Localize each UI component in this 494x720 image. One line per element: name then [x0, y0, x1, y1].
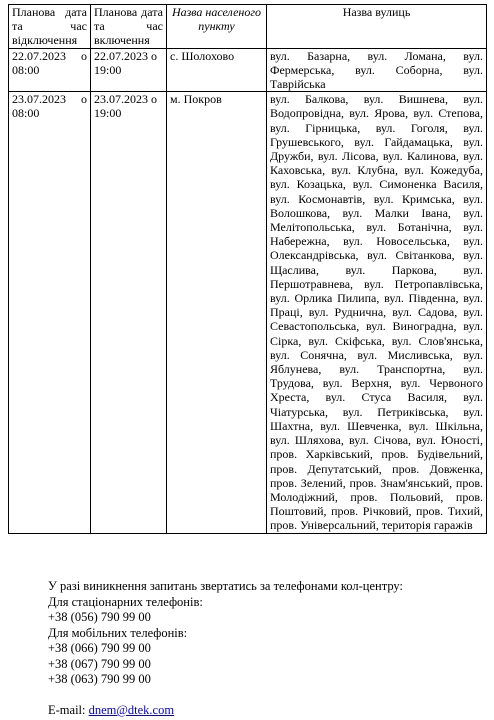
streets-cell: вул. Базарна, вул. Ломана, вул. Фермерська, вул. Соборна, вул. Таврійська — [267, 48, 487, 92]
table-row — [9, 48, 487, 92]
header-streets: Назва вулиць — [267, 5, 487, 49]
mobile-phone: +38 (063) 790 99 00 — [48, 672, 151, 686]
mobile-label: Для мобільних телефонів: — [48, 625, 188, 640]
outage-schedule-table — [8, 4, 487, 534]
locality-cell: с. Шолохово — [167, 48, 267, 92]
outage-start-cell: 22.07.2023 о 08:00 — [9, 48, 91, 92]
landline-phone: +38 (056) 790 99 00 — [48, 610, 151, 624]
spacer — [48, 688, 488, 704]
outage-end-cell: 22.07.2023 о 19:00 — [91, 48, 167, 92]
mobile-phone: +38 (067) 790 99 00 — [48, 656, 151, 671]
table-row — [9, 92, 487, 533]
email-link[interactable]: dnem@dtek.com — [88, 703, 175, 717]
email-line — [48, 703, 488, 719]
contact-info — [48, 579, 488, 719]
header-locality: Назва населеного пункту — [167, 5, 267, 49]
streets-cell: вул. Балкова, вул. Вишнева, вул. Водопровідна, вул. Ярова, вул. Степова, вул. Гірницька, вул. Гоголя, вул. Грушевського, вул. Гайдамацька, вул. Дружби, вул. Лісова, вул. Калинова, вул. Каховська, вул. Клубна, вул. Кожедуба, вул. Козацька, вул. Симоненка Василя, вул. Космонавтів, вул. Кримська, вул. Волошкова, вул. Малки Івана, вул. Мелітопольська, вул. Ботанічна, вул. Набережна, вул. Новосельська, вул. Олександрівська, вул. Світанкова, вул. Щаслива, вул. Паркова, вул. Першотравнева, вул. Петропавлівська, вул. Орлика Пилипа, вул. Південна, вул. Праці, вул. Руднична, вул. Садова, вул. Севастопольська, вул. Виноградна, вул. Сірка, вул. Скіфська, вул. Слов'янська, вул. Сонячна, вул. Мисливська, вул. Яблунева, вул. Транспортна, вул. Трудова, вул. Верхня, вул. Червоного Хреста, вул. Стуса Василя, вул. Чіатурська, вул. Петриківська, вул. Шахтна, вул. Шевченка, вул. Шкільна, вул. Шляхова, вул. Січова, вул. Юності, пров. Харківський, пров. Будівельний, пров. Депутатський, пров. Довженка, пров. Зелений, пров. Знам'янський, пров. Молодіжний, пров. Польовий, пров. Поштовий, пров. Річковий, пров. Тихий, пров. Універсальний, територія гаражів — [267, 92, 487, 533]
landline-label: Для стаціонарних телефонів: — [48, 594, 203, 609]
locality-cell: м. Покров — [167, 92, 267, 533]
header-outage-start: Планова дата та час відключення — [9, 5, 91, 49]
outage-start-cell: 23.07.2023 о 08:00 — [9, 92, 91, 533]
header-outage-end: Планова дата та час включення — [91, 5, 167, 49]
mobile-phone: +38 (066) 790 99 00 — [48, 641, 151, 655]
email-label: E-mail: — [48, 703, 86, 717]
contact-intro: У разі виникнення запитань звертатись за телефонами кол-центру: — [48, 579, 403, 593]
table-header-row — [9, 5, 487, 49]
outage-end-cell: 23.07.2023 о 19:00 — [91, 92, 167, 533]
